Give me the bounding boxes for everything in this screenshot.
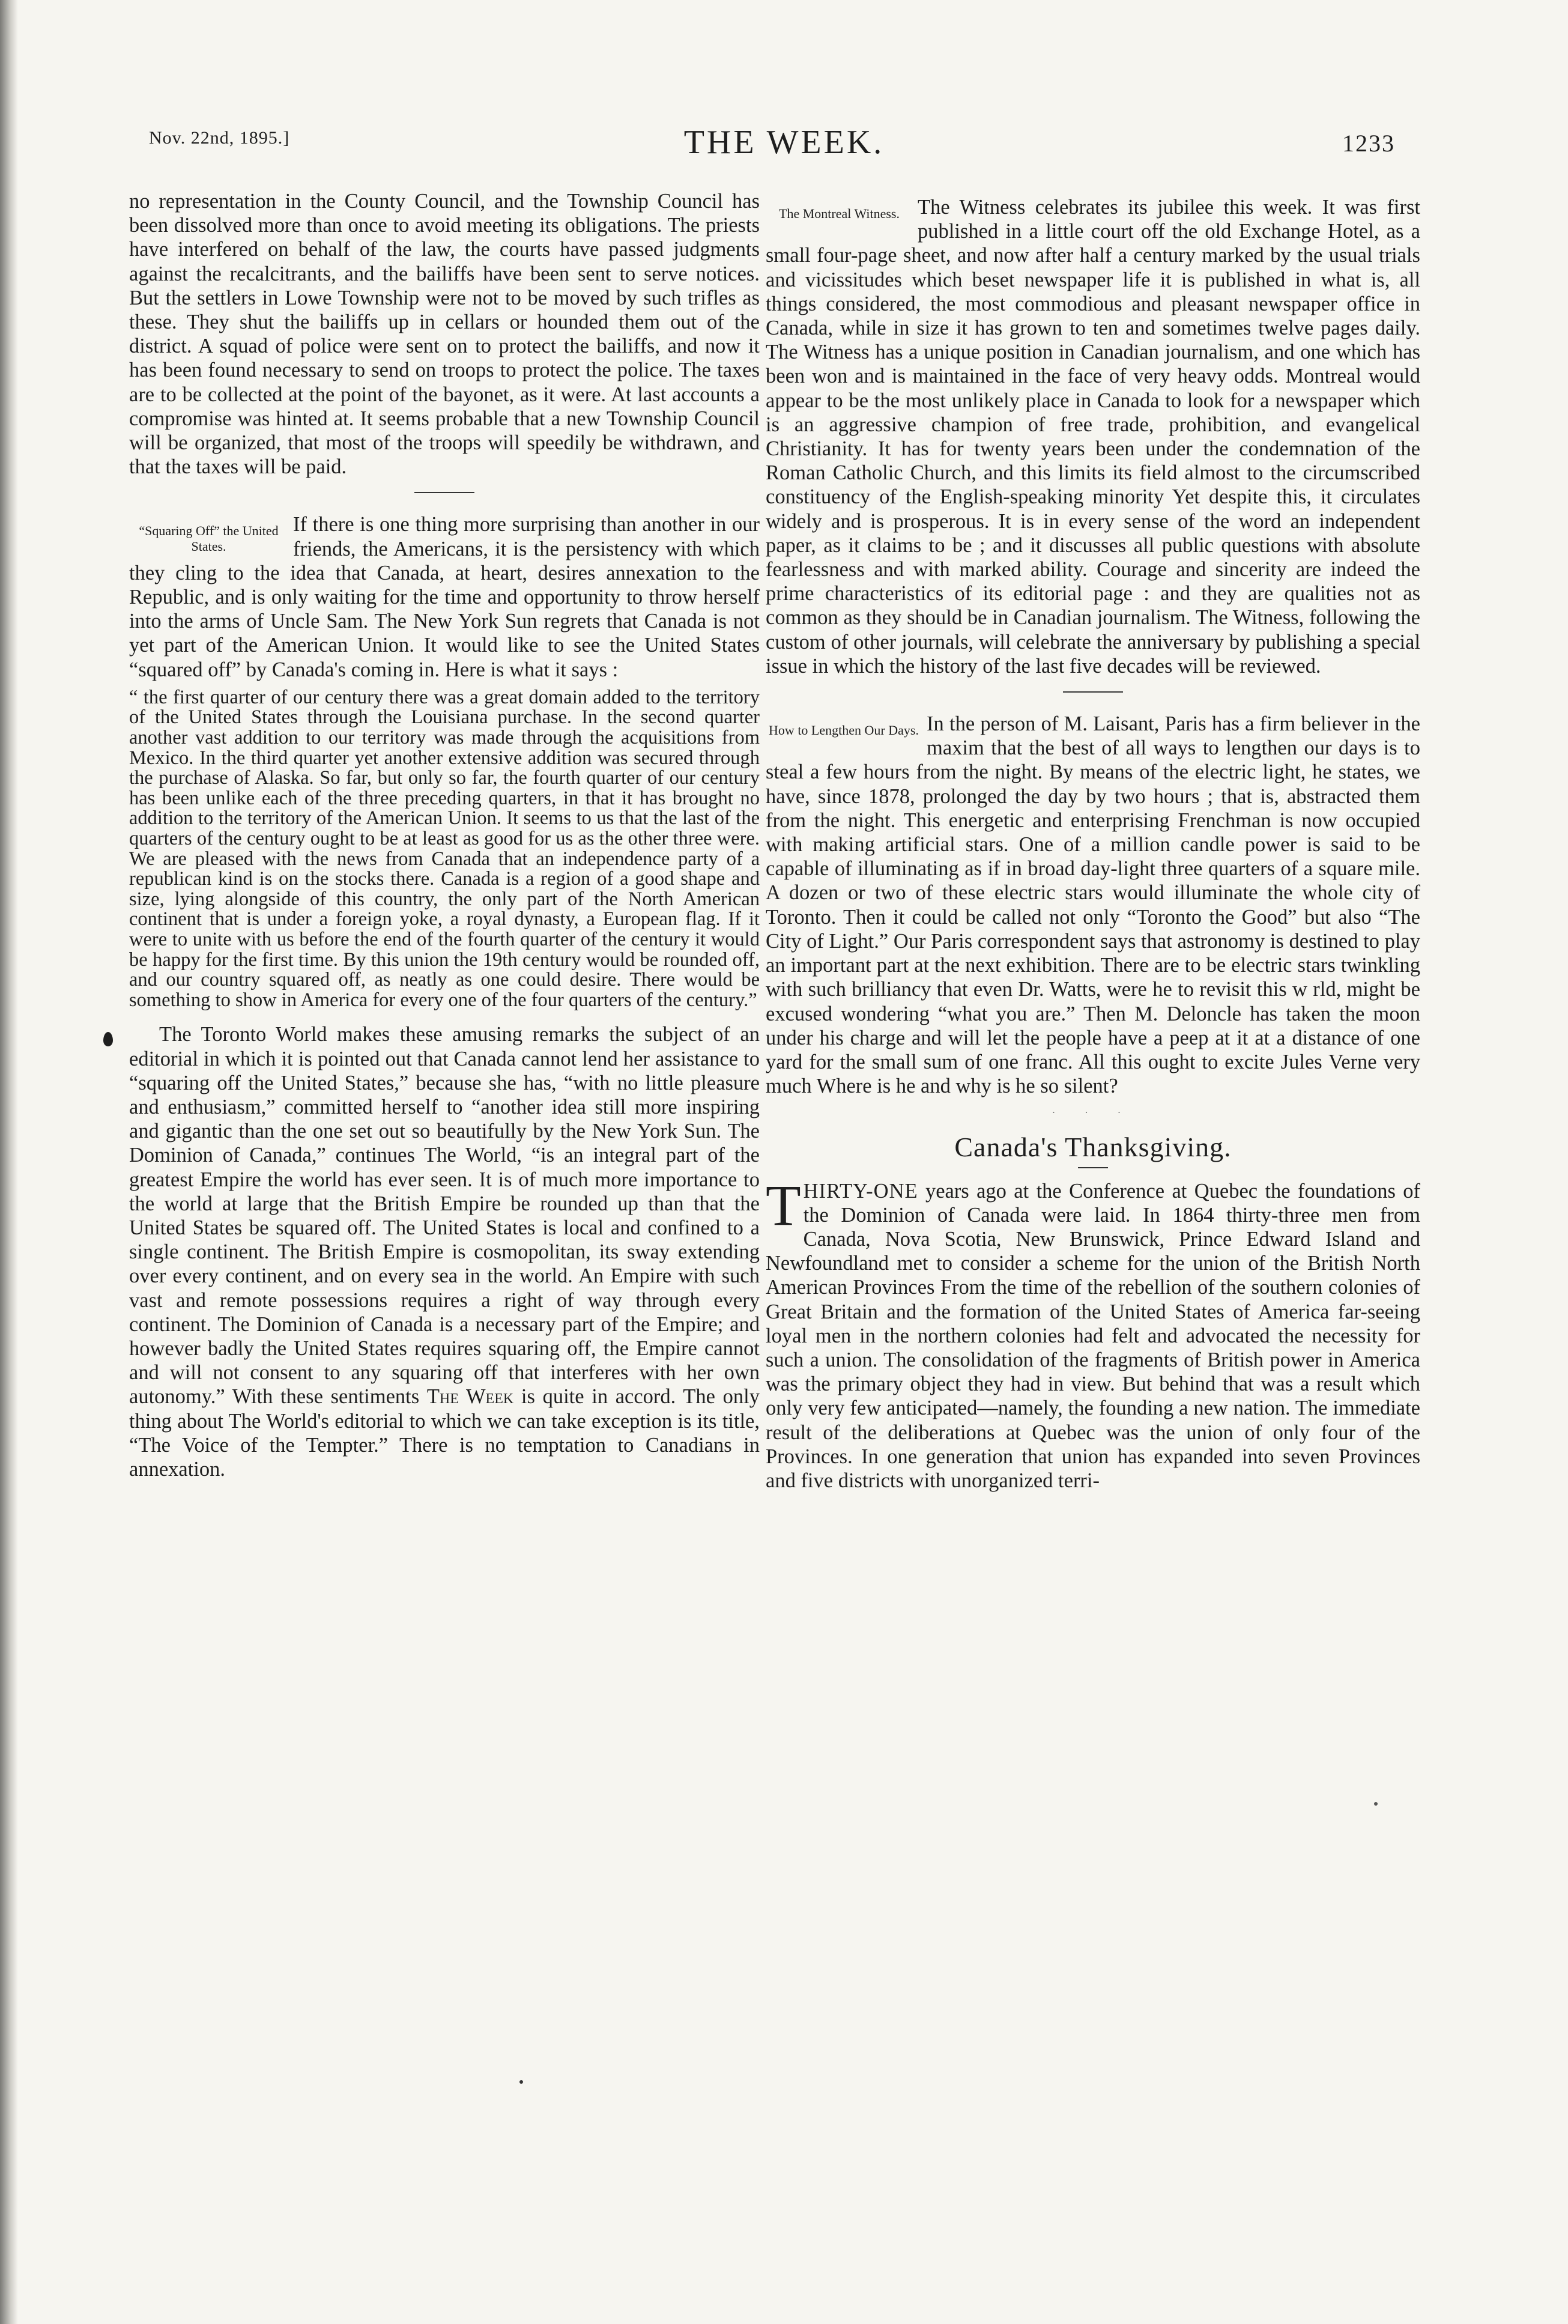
paragraph-thanksgiving-text: years ago at the Conference at Quebec the foundations of the Dominion of Canada were laid. In 1864 thirty-three men from Canada, Nova Scotia, New Brunswick, Prince Edward Island and Newfoundland met to consider a scheme for the union of the British North American Provinces From the time of the rebellion of the southern colonies of Great Britain and the formation of the United States of America far-seeing loyal men in the northern colonies had felt and advocated the necessity for such a union. The consolidation of the fragments of British power in America was the primary object they had in view. But behind that was a result which only very few anticipated—namely, the founding a new nation. The immediate result of the deliberations at Quebec was the union of only four of the Provinces. In one generation that union has expanded into seven Provinces and five districts with unorganized terri-: [766, 1179, 1421, 1492]
lead-caps: HIRTY-ONE: [803, 1179, 918, 1203]
paragraph-montreal-witness: The Witness celebrates its jubilee this week. It was first published in a little court off the old Exchange Hotel, as a small four-page sheet, and now after half a century marked by the usual trials and vicissitudes which beset newspaper life it is published in what is, all things considered, the most commodious and pleasant newspaper office in Canada, while in size it has grown to ten and sometimes twelve pages daily. The Witness has a unique position in Canadian journalism, and one which has been won and is maintained in the face of very heavy odds. Montreal would appear to be the most unlikely place in Canada to look for a newspaper which is an aggressive champion of free trade, prohibition, and evangelical Christianity. It has for twenty years been under the condemnation of the Roman Catholic Church, and this limits its field almost to the circumscribed constituency of the English-speaking minority Yet despite this, it circulates widely and is prosperous. It is in every sense of the word an independent paper, as it claims to be ; and it discusses all public questions with absolute fearlessness and with marked ability. Courage and sincerity are indeed the prime characteristics of its editorial page : and they are qualities not as common as they should be in Canadian journalism. The Witness, following the custom of other journals, will celebrate the anniversary by publishing a special issue in which the history of the last five decades will be reviewed.: [766, 196, 1420, 678]
paragraph-toronto-world-end: is quite in accord. The only thing about The World's editorial to which we can take exception is its title, “The Voice of the Tempter.” There is no temptation to Canadians in annexation.: [129, 1385, 760, 1481]
ink-mark: [103, 1032, 113, 1046]
montreal-witness-section: [766, 195, 1420, 678]
title-underline: [1078, 1167, 1108, 1168]
lengthen-days-section: [766, 712, 1420, 1098]
section-divider: [414, 492, 474, 493]
side-heading-lengthen-days: How to Lengthen Our Days.: [769, 723, 919, 738]
drop-cap: T: [766, 1173, 801, 1237]
paragraph-thanksgiving: [766, 1173, 1421, 1493]
paragraph-squaring-off: If there is one thing more surprising than another in our friends, the Americans, it is the persistency with which they cling to the idea that Canada, at heart, desires annexation to the Republic, and is only waiting for the time and opportunity to throw herself into the arms of Uncle Sam. The New York Sun regrets that Canada is not yet part of the American Union. It would like to see the United States “squared off” by Canada's coming in. Here is what it says :: [129, 513, 760, 681]
left-column: [129, 189, 760, 1485]
ink-speck: [1374, 1802, 1378, 1806]
ink-speck: [519, 2080, 523, 2084]
squaring-off-section: [129, 512, 760, 681]
side-heading-squaring-off: “Squaring Off” the United States.: [139, 523, 279, 554]
side-heading-montreal-witness: The Montreal Witness.: [779, 206, 900, 221]
issue-date: Nov. 22nd, 1895.]: [149, 128, 290, 148]
section-divider: [1063, 691, 1123, 693]
paragraph-lowe-township: no representation in the County Council, and the Township Council has been dissolved more than once to avoid meeting its obligations. The priests have interfered on behalf of the law, the courts have passed judgments against the recalcitrants, and the bailiffs have been sent to serve notices. But the settlers in Lowe Township were not to be moved by such trifles as these. They shut the bailiffs up in cellars or hounded them out of the district. A squad of police were sent on to protect the bailiffs, and now it has been found necessary to send on troops to protect the police. The taxes are to be collected at the point of the bayonet, as it were. At last accounts a compromise was hinted at. It seems probable that a new Township Council will be organized, that most of the troops will speedily be withdrawn, and that the taxes will be paid.: [129, 190, 760, 479]
page-number: 1233: [1342, 130, 1395, 157]
the-week-name: The Week: [426, 1385, 514, 1409]
ornament-dots: · · ·: [1052, 1106, 1134, 1119]
paragraph-toronto-world: [129, 1022, 760, 1481]
paragraph-toronto-world-text: The Toronto World makes these amusing remarks the subject of an editorial in which it is pointed out that Canada cannot lend her assistance to “squaring off the United States,” because she has, “with no little pleasure and enthusiasm,” committed herself to “another idea still more inspiring and gigantic than the one set out so beautifully by the New York Sun. The Dominion of Canada,” continues The World, “is an integral part of the greatest Empire the world has ever seen. It is of much more importance to the world at large that the British Empire be rounded up than that the United States be squared off. The United States is local and confined to a single continent. The British Empire is cosmopolitan, its sway extending over every continent, and on every sea in the world. An Empire with such vast and remote possessions requires a right of way through every continent. The Dominion of Canada is a necessary part of the Empire; and however badly the United States requires squaring off, the Empire cannot and will not consent to any squaring off that interferes with her own autonomy.” With these sentiments: [129, 1023, 760, 1409]
article-title: Canada's Thanksgiving.: [954, 1131, 1232, 1162]
quote-new-york-sun: “ the first quarter of our century there was a great domain added to the territory of the United States through the Louisiana purchase. In the second quarter another vast addition to our territory was made through the acquisitions from Mexico. In the third quarter yet another extensive addition was secured through the purchase of Alaska. So far, but only so far, the fourth quarter of our century has been unlike each of the three preceding quarters, in that it has brought no addition to the territory of the American Union. It seems to us that the last of the quarters of the century ought to be at least as good for us as the other three were. We are pleased with the news from Canada that an independence party of a republican kind is on the stocks there. Canada is a region of a good shape and size, lying alongside of this country, the only part of the North American continent that is under a foreign yoke, a royal dynasty, a European flag. If it were to unite with us before the end of the fourth quarter of the century it would be happy for the first time. By this union the 19th century would be rounded off, and our country squared off, as neatly as one could desire. There would be something to show in America for every one of the four quarters of the century.”: [129, 686, 760, 1011]
masthead-title: THE WEEK.: [683, 124, 885, 161]
book-binding-shadow: [0, 0, 18, 2324]
right-column: [766, 195, 1420, 1493]
paragraph-lengthen-days: In the person of M. Laisant, Paris has a firm believer in the maxim that the best of all ways to lengthen our days is to steal a few hours from the night. By means of the electric light, he states, we have, since 1878, prolonged the day by two hours ; that is, abstracted them from the night. This energetic and enterprising Frenchman is now occupied with making artificial stars. One of a million candle power is said to be capable of illuminating as if in broad day-light three quarters of a square mile. A dozen or two of these electric stars would illuminate the whole city of Toronto. Then it could be called not only “Toronto the Good” but also “The City of Light.” Our Paris correspondent says that astronomy is destined to play an important part at the next exhibition. There are to be electric stars twinkling with such brilliancy that even Dr. Watts, were he to revisit this w rld, might be excused wondering “what you are.” Then M. Deloncle has taken the moon under his charge and will let the people have a peep at it at a distance of one yard for the small sum of one franc. All this ought to excite Jules Verne very much Where is he and why is he so silent?: [766, 712, 1420, 1098]
